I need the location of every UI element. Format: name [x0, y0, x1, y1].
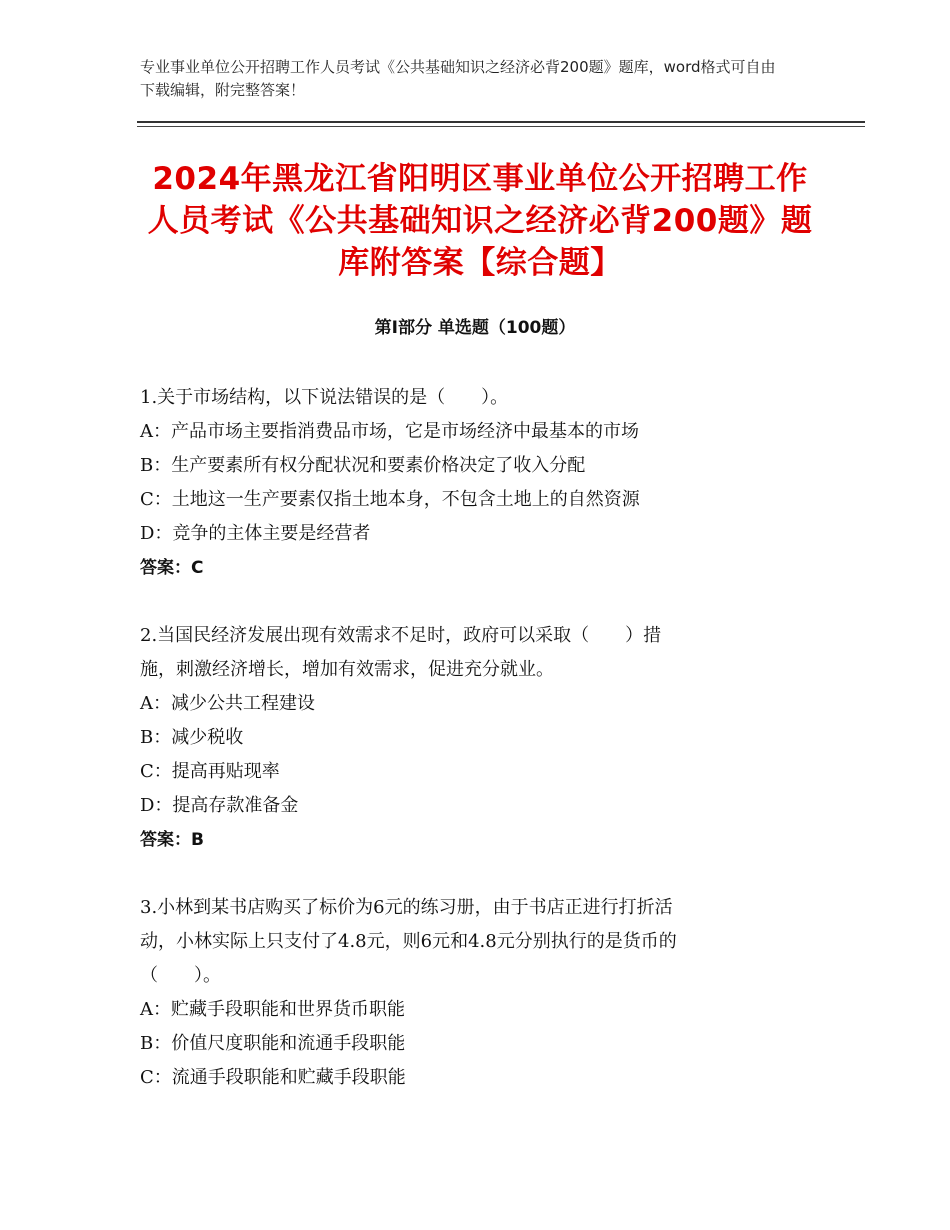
question-stem-line-3: （ ）。	[140, 965, 221, 986]
header-note: 专业事业单位公开招聘工作人员考试《公共基础知识之经济必背200题》题库，word格式可自由下载编辑，附完整答案！	[140, 58, 776, 99]
option-d: D：竞争的主体主要是经营者	[140, 523, 371, 544]
header-divider-thin	[137, 126, 865, 127]
document-title: 2024年黑龙江省阳明区事业单位公开招聘工作人员考试《公共基础知识之经济必背200题》题库附答案【综合题】	[147, 161, 813, 281]
question-stem-line-2: 施，刺激经济增长，增加有效需求，促进充分就业。	[140, 659, 554, 680]
question-stem-line-1: 2.当国民经济发展出现有效需求不足时，政府可以采取（ ）措	[140, 625, 662, 646]
question-2	[140, 619, 820, 857]
option-a: A：产品市场主要指消费品市场，它是市场经济中最基本的市场	[140, 421, 639, 442]
section-heading: 第Ⅰ部分 单选题（100题）	[374, 318, 576, 338]
option-a: A：贮藏手段职能和世界货币职能	[140, 999, 405, 1020]
question-1	[140, 381, 820, 585]
question-stem-line-1: 3.小林到某书店购买了标价为6元的练习册，由于书店正进行打折活	[140, 897, 673, 918]
option-c: C：土地这一生产要素仅指土地本身，不包含土地上的自然资源	[140, 489, 640, 510]
option-a: A：减少公共工程建设	[140, 693, 315, 714]
question-3	[140, 891, 820, 1095]
option-c: C：流通手段职能和贮藏手段职能	[140, 1067, 406, 1088]
option-d: D：提高存款准备金	[140, 795, 299, 816]
header-divider-thick	[137, 121, 865, 123]
answer: 答案：B	[140, 830, 204, 850]
option-b: B：生产要素所有权分配状况和要素价格决定了收入分配	[140, 455, 586, 476]
question-stem: 1.关于市场结构，以下说法错误的是（ ）。	[140, 387, 509, 408]
answer: 答案：C	[140, 558, 204, 578]
option-b: B：价值尺度职能和流通手段职能	[140, 1033, 406, 1054]
question-stem-line-2: 动，小林实际上只支付了4.8元，则6元和4.8元分别执行的是货币的	[140, 931, 677, 952]
option-b: B：减少税收	[140, 727, 244, 748]
option-c: C：提高再贴现率	[140, 761, 280, 782]
